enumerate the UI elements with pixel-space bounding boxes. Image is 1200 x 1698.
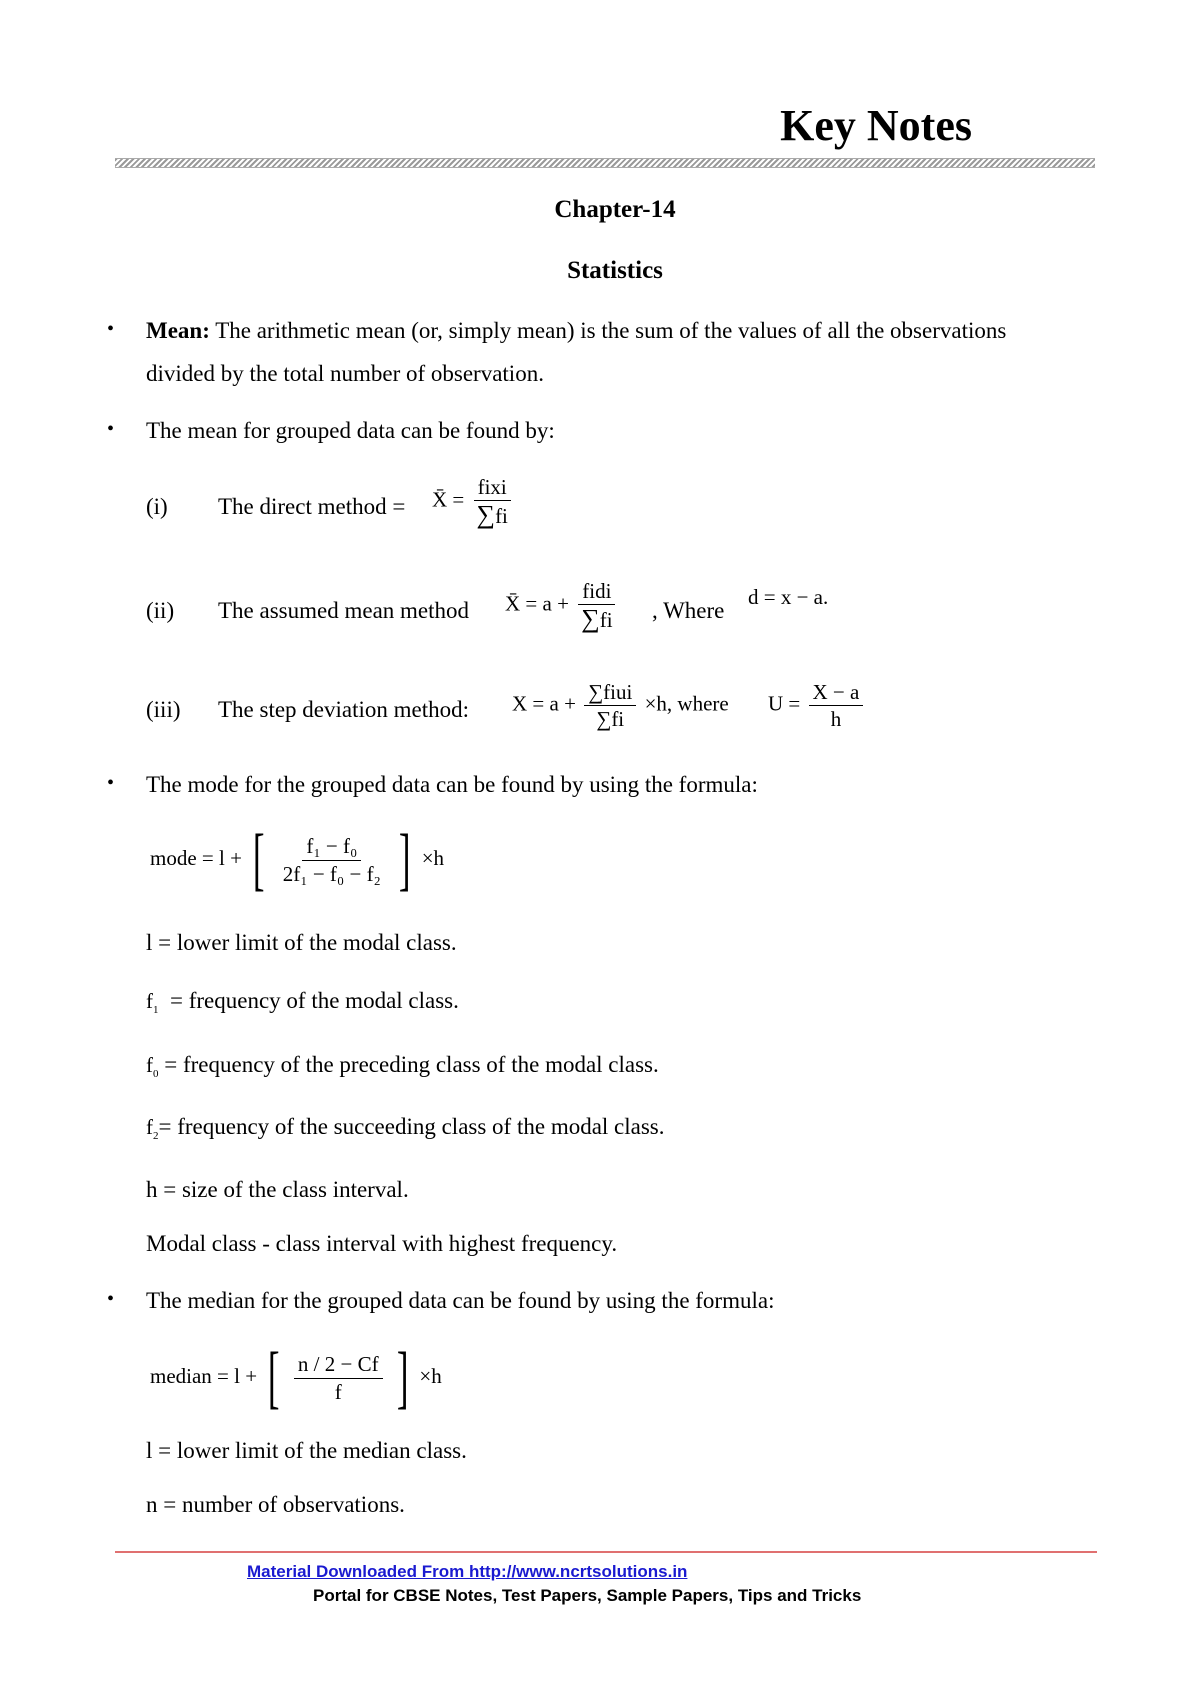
u-condition (768, 680, 866, 731)
fraction (294, 1352, 383, 1403)
mean-definition-line1 (146, 318, 1006, 344)
mode-intro: The mode for the grouped data can be found by using the formula: (146, 772, 758, 797)
mode-def: $f_0$ = frequency of the preceding class of the modal class. (146, 1052, 659, 1081)
footer-link[interactable]: Material Downloaded From http://www.ncrtsolutions.in (247, 1562, 688, 1581)
median-intro: The median for the grouped data can be found by using the formula: (146, 1288, 775, 1313)
chapter-heading: Chapter-14 (554, 196, 676, 223)
median-formula (150, 1339, 442, 1416)
right-bracket: ] (398, 821, 411, 898)
bullet: • (107, 1288, 115, 1310)
left-bracket: [ (253, 821, 265, 898)
fraction (577, 579, 616, 632)
subject-heading: Statistics (567, 257, 663, 284)
formula-lhs: X̄ = (432, 487, 465, 512)
median-def: l = lower limit of the median class. (146, 1438, 467, 1463)
deviation-condition: d = x − a. (748, 585, 829, 609)
numerator: n / 2 − Cf (294, 1352, 383, 1378)
grouped-mean-intro: The mean for grouped data can be found by: (146, 418, 555, 443)
mode-def: h = size of the class interval. (146, 1177, 409, 1202)
formula-rhs: ×h (419, 1363, 442, 1388)
denominator: ∑fi (596, 707, 625, 732)
fraction (279, 834, 385, 885)
numerator: f₁ − f₀ (302, 834, 361, 860)
formula-lhs: X̄ = a + (505, 591, 569, 616)
median-def: n = number of observations. (146, 1492, 405, 1517)
mean-term: Mean: (146, 318, 210, 343)
fraction (473, 475, 512, 528)
method-label: The step deviation method: (218, 697, 470, 722)
formula-lhs: mode = l + (150, 845, 242, 870)
header-divider (115, 158, 1095, 168)
denominator: ∑fi (476, 500, 508, 530)
bullet: • (107, 418, 115, 440)
numerator: ∑fiui (584, 680, 636, 706)
mode-def: l = lower limit of the modal class. (146, 930, 457, 955)
bullet: • (107, 318, 115, 340)
numerator: fixi (474, 475, 511, 501)
step-deviation-formula (512, 680, 729, 731)
right-bracket: ] (396, 1339, 409, 1416)
formula-lhs: median = l + (150, 1363, 258, 1388)
fraction (809, 680, 864, 731)
formula-rhs: ×h (421, 845, 445, 870)
mean-text: The arithmetic mean (or, simply mean) is the sum of the values of all the observations (209, 318, 1007, 343)
numerator: X − a (809, 680, 864, 706)
assumed-mean-formula (505, 579, 620, 632)
method-label: The assumed mean method (218, 598, 470, 623)
fraction (584, 680, 636, 731)
formula-rhs: ×h, where (644, 691, 729, 716)
method-label: The direct method = (218, 494, 406, 519)
footer-tagline: Portal for CBSE Notes, Test Papers, Sample Papers, Tips and Tricks (313, 1586, 862, 1605)
formula-lhs: X = a + (512, 691, 576, 716)
where-label: , Where (652, 598, 725, 623)
numerator: fidi (578, 579, 615, 605)
left-bracket: [ (268, 1339, 280, 1416)
mode-def: $f_1$ = frequency of the modal class. (146, 988, 459, 1017)
mode-formula (150, 821, 445, 898)
condition-lhs: U = (768, 691, 801, 716)
denominator: h (830, 707, 842, 732)
mode-def: Modal class - class interval with highest frequency. (146, 1231, 618, 1256)
denominator: ∑fi (581, 604, 613, 634)
bullet: • (107, 772, 115, 794)
direct-method-formula (432, 475, 515, 528)
header-title: Key Notes (780, 101, 972, 150)
denominator: 2f₁ − f₀ − f₂ (282, 861, 381, 886)
method-number: (ii) (146, 598, 175, 623)
footer-divider (115, 1551, 1097, 1553)
method-number: (iii) (146, 697, 181, 722)
mean-definition-line2: divided by the total number of observation. (146, 361, 544, 386)
mode-def: $f_2=$ frequency of the succeeding class of the modal class. (146, 1114, 665, 1143)
method-number: (i) (146, 494, 168, 519)
denominator: f (334, 1379, 342, 1404)
